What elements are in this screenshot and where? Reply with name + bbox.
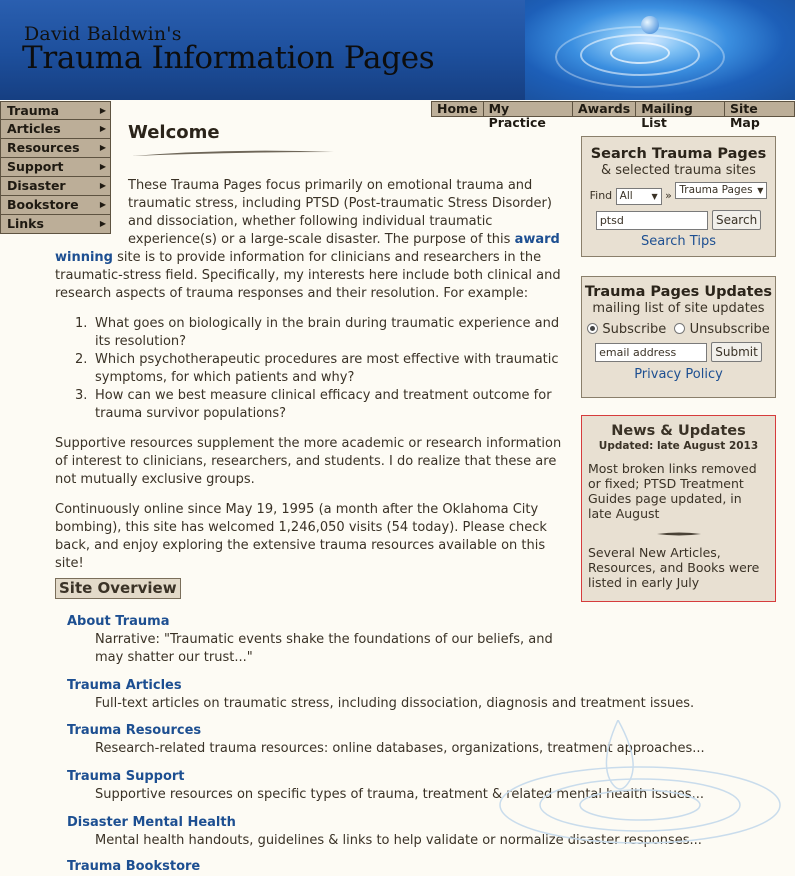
site-overview-heading: Site Overview [55,578,181,599]
list-item: 1. What goes on biologically in the brain during traumatic experience and its resolution? [75,316,560,349]
privacy-policy-link[interactable]: Privacy Policy [634,367,723,382]
list-item: 2. Which psychotherapeutic procedures are most effective with traumatic symptoms, for which patients and why? [75,352,559,385]
water-drop-banner-image [525,0,795,100]
award-winning-link[interactable]: award winning [55,232,560,265]
site-logo-author: David Baldwin's [24,23,182,45]
leftnav-item-trauma[interactable]: Trauma ▶ [0,101,111,120]
search-input[interactable]: ptsd [596,211,708,230]
email-field[interactable]: email address [595,343,707,362]
dropdown-arrow-icon: ▼ [651,192,658,201]
search-tips-link[interactable]: Search Tips [641,234,716,249]
news-updated-date: Updated: late August 2013 [598,440,759,452]
top-navigation [431,101,795,130]
search-box: Search Trauma Pages & selected trauma sites Find All ▼ » Trauma Pages ▼ ptsd Search Search Tips [581,136,776,257]
dropdown-arrow-icon: ▼ [755,183,763,198]
overview-item: Disaster Mental Health Mental health handouts, guidelines & links to help validate or normalize disaster responses... [67,814,707,850]
triangle-right-icon: ▶ [99,219,106,228]
nav-float-spacer [55,177,128,249]
triangle-right-icon: ▶ [99,162,106,171]
overview-item: Trauma Resources Research-related trauma resources: online databases, organizations, treatment approaches... [67,722,707,758]
leftnav-item-support[interactable]: Support ▶ [0,158,111,177]
news-updates-box [581,415,776,602]
find-select[interactable]: All ▼ [616,188,662,205]
topnav-awards[interactable]: Awards [573,101,636,117]
topnav-mailing-list[interactable]: Mailing List [636,101,725,117]
triangle-right-icon: ▶ [99,200,106,209]
overview-item: About Trauma Narrative: "Traumatic events shake the foundations of our beliefs, and may shatter our trust..." [67,613,707,667]
submit-button[interactable]: Submit [711,342,762,362]
online-since-paragraph: Continuously online since May 19, 1995 (a month after the Oklahoma City bombing), this site has welcomed 1,246,050 visits (54 today). Please check back, and enjoy exploring the extensive trauma resources available on this site! [55,502,547,571]
mailing-list-box [581,276,776,398]
research-questions-list [75,315,565,423]
leftnav-item-links[interactable]: Links ▶ [0,215,111,234]
title-underline-swoosh [130,150,336,158]
disaster-mental-health-link[interactable]: Disaster Mental Health [67,815,236,830]
search-button[interactable]: Search [712,210,761,230]
leftnav-item-articles[interactable]: Articles ▶ [0,120,111,139]
triangle-right-icon: ▶ [99,181,106,190]
topnav-home[interactable]: Home [431,101,484,117]
overview-item: Trauma Support Supportive resources on specific types of trauma, treatment & related mental health issues... [67,768,707,804]
list-item: 3. How can we best measure clinical efficacy and treatment outcome for trauma survivor populations? [75,388,552,421]
triangle-right-icon: ▶ [99,143,106,152]
topnav-my-practice[interactable]: My Practice [484,101,573,117]
support-paragraph: Supportive resources supplement the more academic or research information of interest to clinicians, researchers, and students. I do realize that these are not mutually exclusive groups. [55,436,562,487]
site-header [0,0,795,100]
subscribe-label: Subscribe [602,322,667,337]
trauma-resources-link[interactable]: Trauma Resources [67,723,202,738]
news-title: News & Updates [611,423,746,439]
unsubscribe-radio[interactable] [674,323,685,334]
find-label: Find [589,189,613,202]
news-item: Most broken links removed or fixed; PTSD Treatment Guides page updated, in late August [588,461,757,521]
mailing-list-title: Trauma Pages Updates [584,284,773,300]
topnav-site-map[interactable]: Site Map [725,101,795,117]
trauma-support-link[interactable]: Trauma Support [67,769,185,784]
trauma-articles-link[interactable]: Trauma Articles [67,678,182,693]
trauma-bookstore-link[interactable]: Trauma Bookstore [67,859,201,874]
about-trauma-link[interactable]: About Trauma [67,614,170,629]
page-title: Welcome [128,122,220,143]
overview-item: Trauma Articles Full-text articles on traumatic stress, including dissociation, diagnosis and treatment issues. [67,677,707,713]
triangle-right-icon: ▶ [99,106,106,115]
subscribe-radio[interactable] [587,323,598,334]
search-box-title: Search Trauma Pages [590,146,767,162]
intro-paragraph: These Trauma Pages focus primarily on emotional trauma and traumatic stress, including PTSD (Post-traumatic Stress Disorder) and dissociation, whether following individual traumatic experience(s) or a large-scale disaster. The purpose of this award winning site is to provide information for clinicians and researchers in the traumatic-stress field. Specifically, my interests here include both clinical and research aspects of trauma responses and their resolution. For example: [55,178,561,301]
search-box-subtitle: & selected trauma sites [601,163,756,178]
mailing-list-subtitle: mailing list of site updates [592,301,765,316]
leftnav-item-disaster[interactable]: Disaster ▶ [0,177,111,196]
leftnav-item-resources[interactable]: Resources ▶ [0,139,111,158]
scope-select[interactable]: Trauma Pages ▼ [675,182,767,199]
overview-item [67,858,707,876]
divider-swoosh [657,531,701,537]
leftnav-item-bookstore[interactable]: Bookstore ▶ [0,196,111,215]
site-logo-title[interactable]: Trauma Information Pages [22,40,435,76]
triangle-right-icon: ▶ [99,124,106,133]
unsubscribe-label: Unsubscribe [689,322,770,337]
news-item: Several New Articles, Resources, and Books were listed in early July [588,545,760,590]
